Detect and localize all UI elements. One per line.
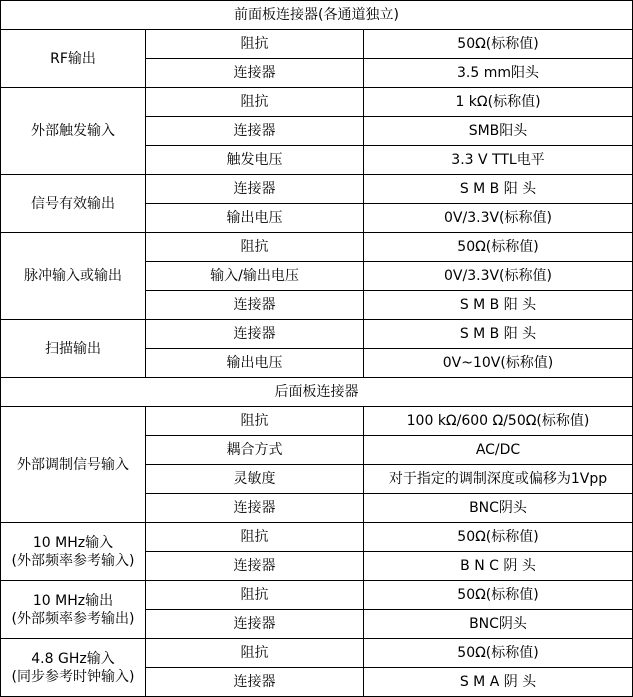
section-header-row (1, 378, 633, 407)
group-label (1, 581, 146, 639)
group-label: 脉冲输入或输出 (1, 233, 146, 320)
param-cell: 连接器 (146, 59, 364, 88)
front-panel-title: 前面板连接器(各通道独立) (1, 1, 633, 30)
value-cell: 3.3 V TTL电平 (364, 146, 633, 175)
value-cell: 0V~10V(标称值) (364, 349, 633, 378)
group-label: 信号有效输出 (1, 175, 146, 233)
value-cell: 50Ω(标称值) (364, 581, 633, 610)
param-cell: 连接器 (146, 291, 364, 320)
group-label-main: 10 MHz输出 (32, 592, 114, 609)
param-cell: 耦合方式 (146, 436, 364, 465)
value-cell: SMB阳头 (364, 117, 633, 146)
value-cell: S M B 阳 头 (364, 175, 633, 204)
table-row (1, 407, 633, 436)
group-label: RF输出 (1, 30, 146, 88)
value-cell: BNC阴头 (364, 494, 633, 523)
group-label-sub: (外部频率参考输出) (11, 610, 135, 627)
value-cell: 0V/3.3V(标称值) (364, 204, 633, 233)
param-cell: 阻抗 (146, 233, 364, 262)
group-label-sub: (同步参考时钟输入) (11, 668, 135, 685)
rear-panel-title: 后面板连接器 (1, 378, 633, 407)
group-label (1, 639, 146, 697)
param-cell: 连接器 (146, 494, 364, 523)
param-cell: 阻抗 (146, 88, 364, 117)
value-cell: 50Ω(标称值) (364, 30, 633, 59)
value-cell: AC/DC (364, 436, 633, 465)
group-label-main: 10 MHz输入 (32, 534, 114, 551)
value-cell: 50Ω(标称值) (364, 523, 633, 552)
value-cell: S M B 阳 头 (364, 291, 633, 320)
value-cell: 对于指定的调制深度或偏移为1Vpp (364, 465, 633, 494)
value-cell: S M A 阴 头 (364, 668, 633, 697)
section-header-row (1, 1, 633, 30)
group-label (1, 523, 146, 581)
group-label: 外部触发输入 (1, 88, 146, 175)
param-cell: 连接器 (146, 320, 364, 349)
param-cell: 阻抗 (146, 523, 364, 552)
param-cell: 连接器 (146, 610, 364, 639)
value-cell: 100 kΩ/600 Ω/50Ω(标称值) (364, 407, 633, 436)
value-cell: 3.5 mm阳头 (364, 59, 633, 88)
table-row (1, 639, 633, 668)
param-cell: 连接器 (146, 175, 364, 204)
value-cell: 50Ω(标称值) (364, 639, 633, 668)
table-row (1, 233, 633, 262)
param-cell: 输出电压 (146, 349, 364, 378)
param-cell: 连接器 (146, 668, 364, 697)
table-row (1, 523, 633, 552)
table-row (1, 320, 633, 349)
table-row (1, 581, 633, 610)
table-row (1, 30, 633, 59)
value-cell: B N C 阴 头 (364, 552, 633, 581)
param-cell: 连接器 (146, 117, 364, 146)
param-cell: 连接器 (146, 552, 364, 581)
group-label-main: 4.8 GHz输入 (31, 650, 115, 667)
param-cell: 阻抗 (146, 581, 364, 610)
table-row (1, 175, 633, 204)
value-cell: S M B 阳 头 (364, 320, 633, 349)
param-cell: 输入/输出电压 (146, 262, 364, 291)
group-label: 扫描输出 (1, 320, 146, 378)
table-row (1, 88, 633, 117)
value-cell: BNC阴头 (364, 610, 633, 639)
param-cell: 输出电压 (146, 204, 364, 233)
group-label: 外部调制信号输入 (1, 407, 146, 523)
param-cell: 阻抗 (146, 407, 364, 436)
param-cell: 触发电压 (146, 146, 364, 175)
param-cell: 阻抗 (146, 30, 364, 59)
group-label-sub: (外部频率参考输入) (11, 552, 135, 569)
value-cell: 1 kΩ(标称值) (364, 88, 633, 117)
param-cell: 灵敏度 (146, 465, 364, 494)
param-cell: 阻抗 (146, 639, 364, 668)
value-cell: 0V/3.3V(标称值) (364, 262, 633, 291)
value-cell: 50Ω(标称值) (364, 233, 633, 262)
